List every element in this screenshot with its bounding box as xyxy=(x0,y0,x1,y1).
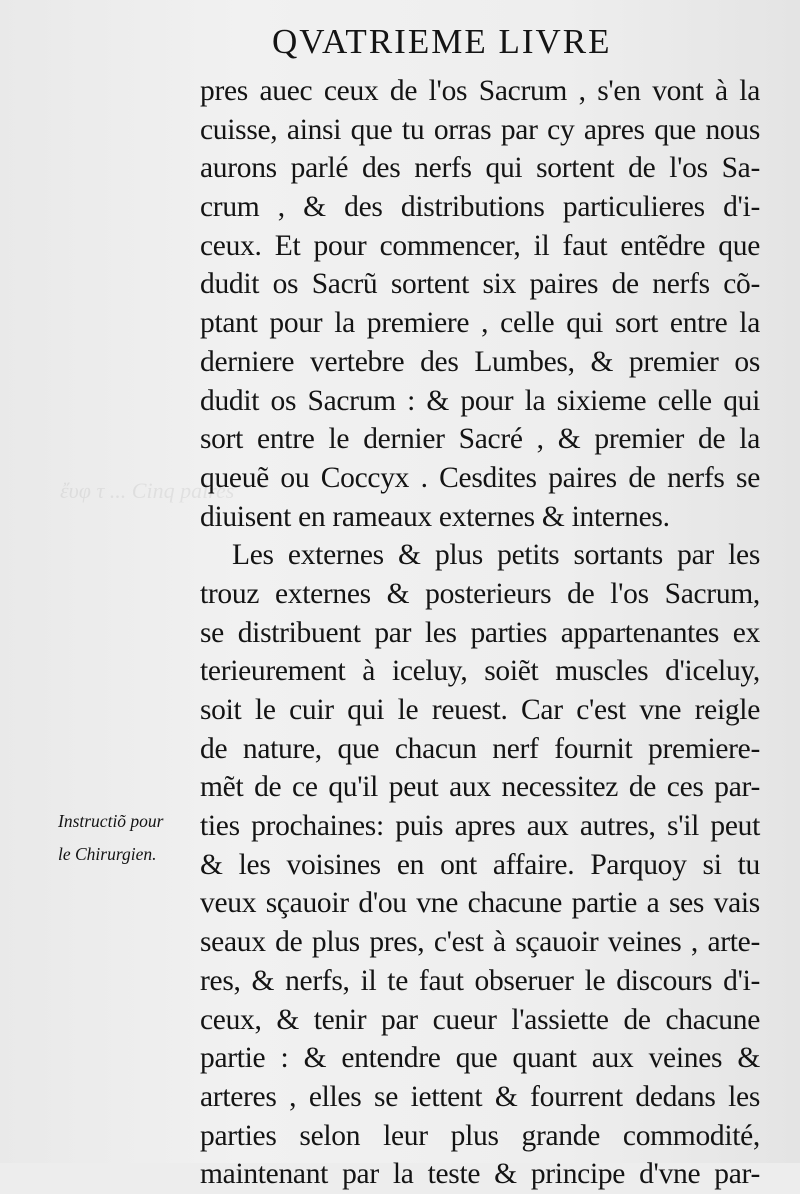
text-line: pres auec ceux de l'os Sacrum , s'en vont à la xyxy=(200,75,760,107)
text-line: queuẽ ou Coccyx . Cesdites paires de nerfs se xyxy=(200,461,760,494)
text-line: terieurement à iceluy, soiẽt muscles d'iceluy, xyxy=(200,655,760,688)
show-through-text: ἔυφ τ ... Cinq paires xyxy=(60,478,235,503)
text-line: maintenant par la teste & principe d'vne par- xyxy=(200,1158,760,1191)
text-line: & les voisines en ont affaire. Parquoy si tu xyxy=(200,848,760,881)
text-line: partie : & entendre que quant aux veines & xyxy=(200,1042,760,1075)
text-line: dudit os Sacrũ sortent six paires de nerfs cõ- xyxy=(200,268,760,301)
text-line: veux sçauoir d'ou vne chacune partie a ses vais xyxy=(200,887,760,920)
text-line: ptant pour la premiere , celle qui sort entre la xyxy=(200,307,760,340)
text-line: Les externes & plus petits sortants par les xyxy=(232,539,760,572)
text-line: ceux, & tenir par cueur l'assiette de chacune xyxy=(200,1003,760,1036)
text-line: aurons parlé des nerfs qui sortent de l'os Sa- xyxy=(200,152,760,185)
text-line: mẽt de ce qu'il peut aux necessitez de ces par- xyxy=(200,771,760,804)
text-line: crum , & des distributions particulieres d'i- xyxy=(200,191,760,224)
text-line: ceux. Et pour commencer, il faut entẽdre que xyxy=(200,229,760,262)
margin-note-line: Instructiõ pour xyxy=(58,811,164,831)
text-line: seaux de plus pres, c'est à sçauoir veines , arte- xyxy=(200,926,760,959)
text-line: soit le cuir qui le reuest. Car c'est vne reigle xyxy=(200,694,760,726)
text-line: ties prochaines: puis apres aux autres, s'il peut xyxy=(200,810,760,843)
text-line: derniere vertebre des Lumbes, & premier os xyxy=(200,345,760,378)
text-line: se distribuent par les parties appartenantes ex xyxy=(200,616,760,649)
text-line: trouz externes & posterieurs de l'os Sacrum, xyxy=(200,577,760,610)
margin-note xyxy=(58,805,200,871)
text-line: de nature, que chacun nerf fournit premiere- xyxy=(200,732,760,765)
text-line: cuisse, ainsi que tu orras par cy apres que nous xyxy=(200,113,760,146)
body-text xyxy=(200,72,760,1194)
text-line: parties selon leur plus grande commodité, xyxy=(200,1119,760,1152)
text-line: res, & nerfs, il te faut obseruer le discours d'i- xyxy=(200,964,760,997)
margin-note-line: le Chirurgien. xyxy=(58,844,157,864)
text-line: diuisent en rameaux externes & internes. xyxy=(200,500,670,533)
text-line: sort entre le dernier Sacré , & premier de la xyxy=(200,423,760,456)
text-line: arteres , elles se iettent & fourrent dedans les xyxy=(200,1080,760,1113)
running-title: QVATRIEME LIVRE xyxy=(272,22,612,61)
text-line: dudit os Sacrum : & pour la sixieme celle qui xyxy=(200,384,760,417)
